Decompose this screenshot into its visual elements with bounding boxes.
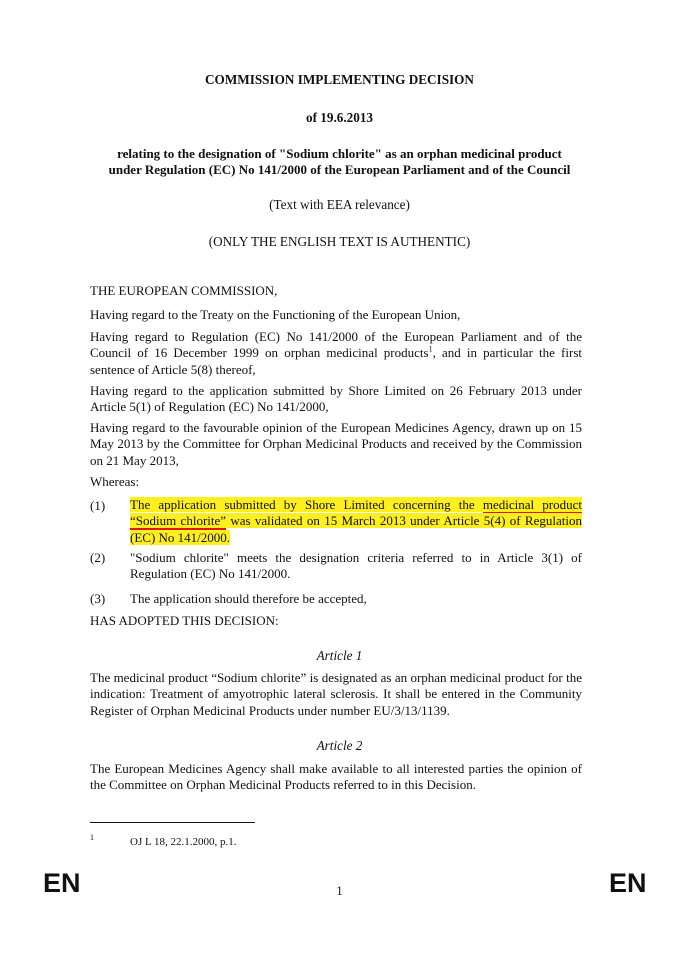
footnote-reference: 1 [428, 344, 433, 354]
footnote-text: OJ L 18, 22.1.2000, p.1. [130, 836, 237, 848]
underlined-text: medicinal product [482, 497, 582, 512]
language-code-right: EN [609, 868, 647, 898]
subject-line-2: under Regulation (EC) No 141/2000 of the European Parliament and of the Council [108, 162, 571, 177]
subject-line-1: relating to the designation of "Sodium chlorite" as an orphan medicinal product [117, 146, 562, 161]
page-number: 1 [336, 884, 343, 898]
recital-1-text [130, 497, 582, 546]
decision-subject [0, 146, 679, 178]
recital-3-text: The application should therefore be accepted, [130, 591, 367, 606]
recital-number: (2) [90, 550, 106, 565]
article-1-heading: Article 1 [316, 648, 363, 663]
recital-number: (3) [90, 591, 106, 606]
commission-heading: THE EUROPEAN COMMISSION, [90, 283, 278, 298]
article-2-heading: Article 2 [316, 738, 363, 753]
highlighted-text: The application submitted by Shore Limited concerning the [130, 497, 483, 512]
authentic-text-note: (ONLY THE ENGLISH TEXT IS AUTHENTIC) [208, 234, 471, 249]
citation-treaty: Having regard to the Treaty on the Functioning of the European Union, [90, 307, 461, 322]
highlighted-text-end: was validated on 15 March 2013 under Article 5(4) of Regulation (EC) No 141/2000. [130, 513, 582, 545]
article-2-text: The European Medicines Agency shall make available to all interested parties the opinion of the Committee on Orphan Medicinal Products referred to in this Decision. [90, 761, 582, 793]
eea-relevance: (Text with EEA relevance) [269, 197, 410, 212]
language-code-left: EN [43, 868, 81, 898]
footnote-mark: 1 [90, 833, 94, 842]
adopted-statement: HAS ADOPTED THIS DECISION: [90, 613, 279, 628]
document-title: COMMISSION IMPLEMENTING DECISION [205, 72, 474, 87]
article-1-text: The medicinal product “Sodium chlorite” is designated as an orphan medicinal product for the indication: Treatment of amyotrophic lateral sclerosis. It shall be entered in the Community Register of Orphan Medicinal Products under number EU/3/13/1139. [90, 670, 582, 718]
citation-opinion: Having regard to the favourable opinion of the European Medicines Agency, drawn up on 15 May 2013 by the Committee for Orphan Medicinal Products and received by the Commission on 21 May 2013, [90, 420, 582, 468]
citation-regulation [90, 329, 582, 378]
decision-date: of 19.6.2013 [305, 110, 374, 125]
citation-application: Having regard to the application submitted by Shore Limited on 26 February 2013 under Article 5(1) of Regulation (EC) No 141/2000, [90, 383, 582, 415]
citation-regulation-text: Having regard to Regulation (EC) No 141/2000 of the European Parliament and of the Council of 16 December 1999 on orphan medicinal products [90, 329, 582, 361]
underlined-product-name: “Sodium chlorite” [130, 513, 227, 529]
recital-2-text: "Sodium chlorite" meets the designation criteria referred to in Article 3(1) of Regulation (EC) No 141/2000. [130, 550, 582, 582]
footnote-divider [90, 822, 255, 823]
whereas-label: Whereas: [90, 474, 140, 489]
recital-number: (1) [90, 498, 106, 513]
citation-regulation-text-end: , and in particular the first sentence of Article 5(8) thereof, [90, 345, 582, 377]
